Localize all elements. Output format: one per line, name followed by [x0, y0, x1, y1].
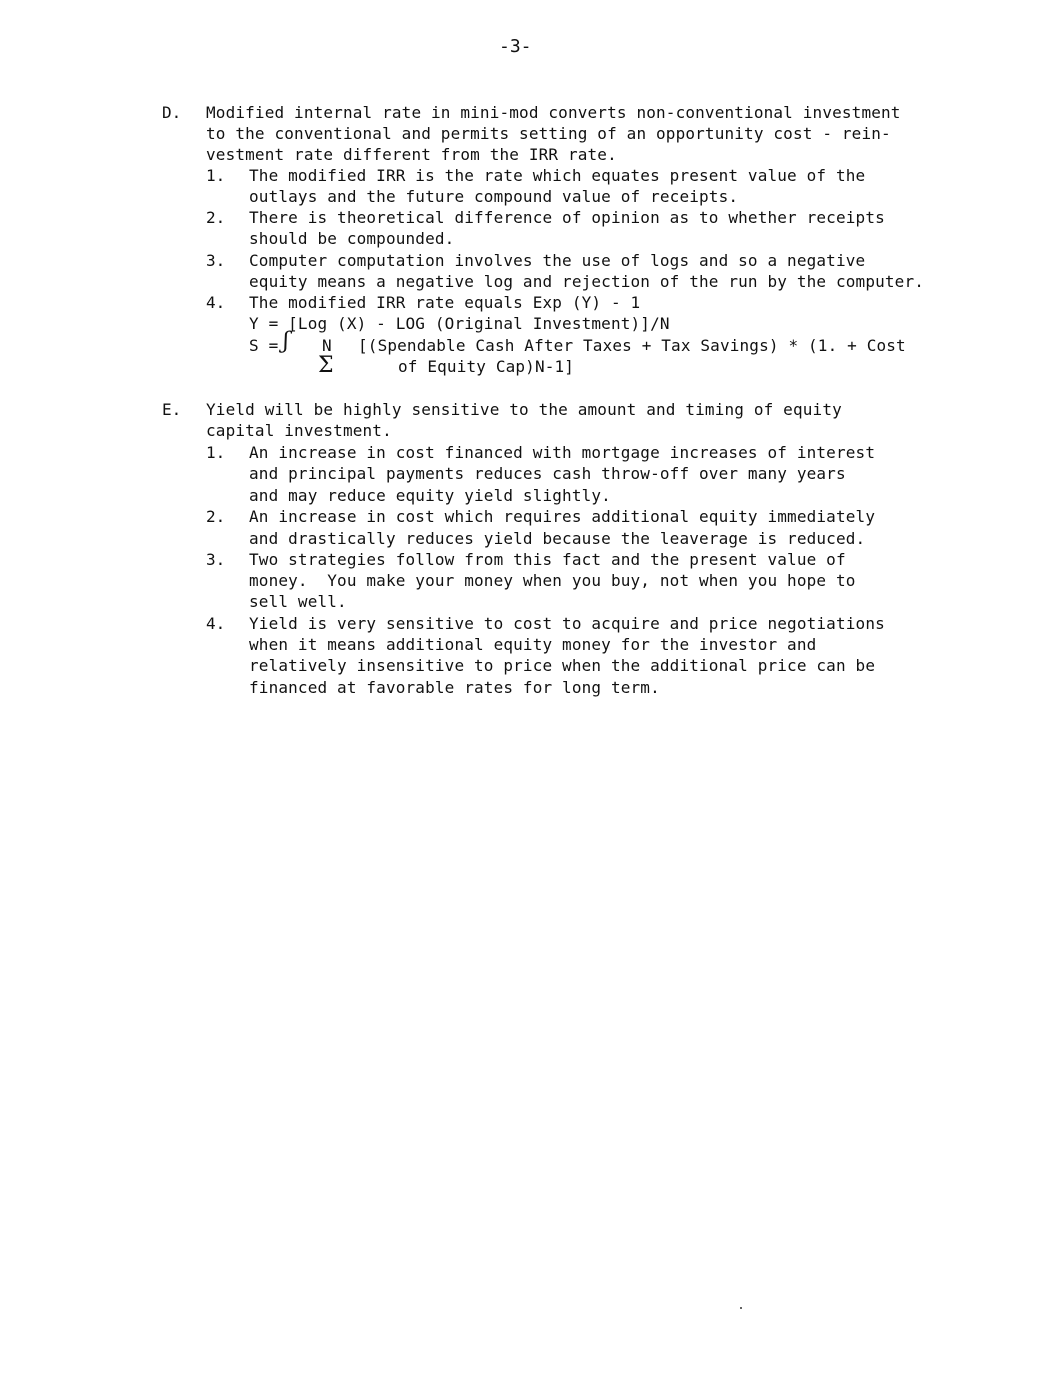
- section-d-line: to the conventional and permits setting of an opportunity cost - rein-: [206, 124, 891, 143]
- section-d-line: vestment rate different from the IRR rate.: [206, 145, 617, 164]
- item-number: 3.: [206, 251, 226, 270]
- section-d-line: Modified internal rate in mini-mod converts non-conventional investment: [206, 103, 901, 122]
- item-line: financed at favorable rates for long term.: [249, 678, 660, 697]
- item-line: There is theoretical difference of opinion as to whether receipts: [249, 208, 885, 227]
- item-number: 4.: [206, 293, 226, 312]
- item-line: relatively insensitive to price when the additional price can be: [249, 656, 876, 675]
- item-line: when it means additional equity money for the investor and: [249, 635, 817, 654]
- sigma-symbol: Σ: [318, 353, 334, 378]
- item-number: 1.: [206, 443, 226, 462]
- integral-symbol: ʃ: [283, 329, 289, 354]
- item-line: sell well.: [249, 592, 347, 611]
- scan-speck: [740, 1307, 742, 1309]
- formula-y: Y = [Log (X) - LOG (Original Investment)]/N: [249, 314, 670, 333]
- section-e-line: Yield will be highly sensitive to the amount and timing of equity: [206, 400, 842, 419]
- section-e-label: E.: [162, 400, 182, 419]
- item-line: Yield is very sensitive to cost to acquire and price negotiations: [249, 614, 885, 633]
- item-line: and principal payments reduces cash throw-off over many years: [249, 464, 846, 483]
- item-line: The modified IRR is the rate which equates present value of the: [249, 166, 866, 185]
- item-line: and may reduce equity yield slightly.: [249, 486, 611, 505]
- item-line: An increase in cost which requires additional equity immediately: [249, 507, 876, 526]
- formula-s-upper-bound: N: [322, 336, 332, 355]
- formula-s-prefix: S =: [249, 336, 279, 355]
- item-line: An increase in cost financed with mortgage increases of interest: [249, 443, 876, 462]
- section-e-line: capital investment.: [206, 421, 392, 440]
- item-number: 1.: [206, 166, 226, 185]
- item-number: 2.: [206, 507, 226, 526]
- section-d-label: D.: [162, 103, 182, 122]
- item-line: equity means a negative log and rejection of the run by the computer.: [249, 272, 925, 291]
- formula-s-body: [(Spendable Cash After Taxes + Tax Savings) * (1. + Cost: [358, 336, 906, 355]
- item-line: money. You make your money when you buy, not when you hope to: [249, 571, 856, 590]
- formula-s-body: of Equity Cap)N-1]: [398, 357, 575, 376]
- item-line: Two strategies follow from this fact and the present value of: [249, 550, 846, 569]
- item-line: Computer computation involves the use of logs and so a negative: [249, 251, 866, 270]
- item-line: should be compounded.: [249, 229, 455, 248]
- item-number: 2.: [206, 208, 226, 227]
- item-number: 3.: [206, 550, 226, 569]
- item-line: outlays and the future compound value of receipts.: [249, 187, 739, 206]
- page-number: -3-: [499, 36, 532, 57]
- item-line: and drastically reduces yield because the leaverage is reduced.: [249, 529, 866, 548]
- item-number: 4.: [206, 614, 226, 633]
- item-line: The modified IRR rate equals Exp (Y) - 1: [249, 293, 641, 312]
